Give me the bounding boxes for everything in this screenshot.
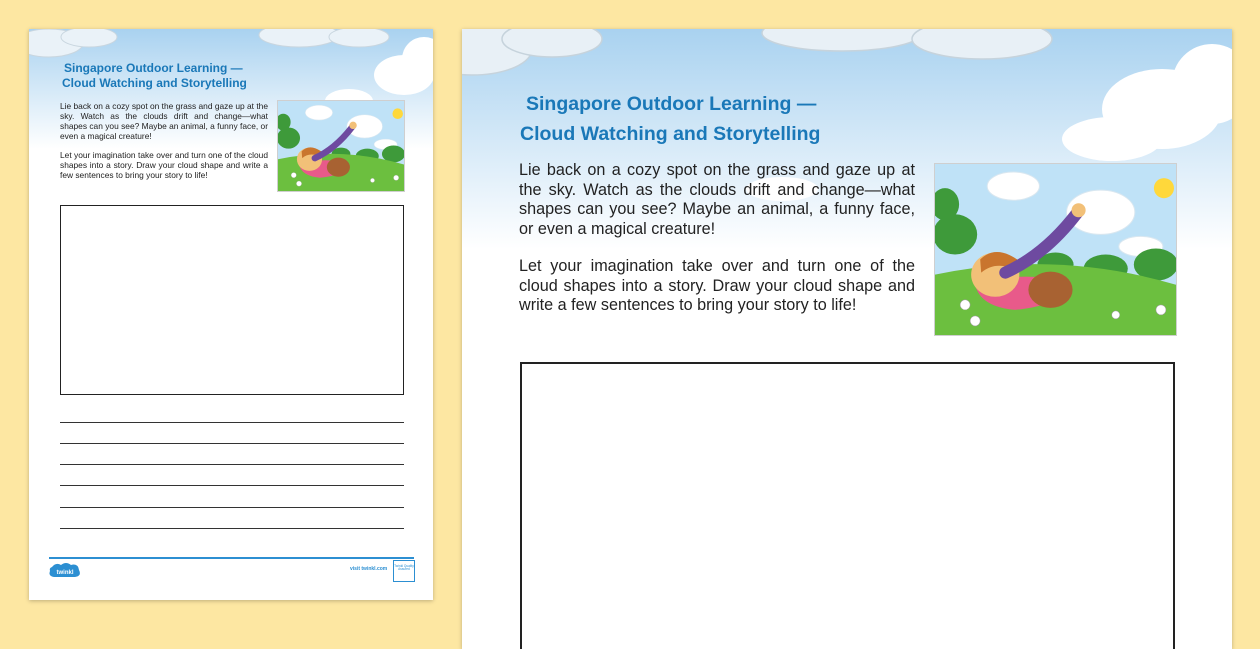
worksheet-title: Singapore Outdoor Learning — Cloud Watching and Storytelling [520,93,821,145]
instruction-paragraph-2: Let your imagination take over and turn one of the cloud shapes into a story. Draw your cloud shape and write a few sentences to bring your story to life! [60,150,268,180]
drawing-box[interactable] [520,362,1175,649]
twinkl-logo[interactable] [48,561,82,579]
writing-line[interactable] [60,485,404,486]
cloud-watching-illustration [934,163,1177,336]
writing-line[interactable] [60,464,404,465]
logo-text: twinkl [56,570,74,576]
worksheet-page-zoom[interactable] [462,29,1232,649]
drawing-box[interactable] [60,205,404,395]
writing-line[interactable] [60,528,404,529]
cloud-watching-illustration [277,100,405,192]
footer-divider [49,557,414,559]
writing-line[interactable] [60,422,404,423]
writing-line[interactable] [60,443,404,444]
instruction-paragraph-2: Let your imagination take over and turn one of the cloud shapes into a story. Draw your cloud shape and write a few sentences to bring your story to life! [519,257,915,314]
worksheet-instructions [60,101,268,180]
writing-line[interactable] [60,507,404,508]
quality-assured-badge: Twinkl Quality Assured [393,560,415,582]
instruction-paragraph-1: Lie back on a cozy spot on the grass and gaze up at the sky. Watch as the clouds drift and change—what shapes can you see? Maybe an animal, a funny face, or even a magical creature! [519,161,915,238]
worksheet-instructions [519,161,915,316]
footer-url-link[interactable]: visit twinkl.com [350,566,388,572]
instruction-paragraph-1: Lie back on a cozy spot on the grass and gaze up at the sky. Watch as the clouds drift and change—what shapes can you see? Maybe an animal, a funny face, or even a magical creature! [60,101,268,141]
worksheet-title: Singapore Outdoor Learning — Cloud Watching and Storytelling [62,61,247,90]
worksheet-page-preview[interactable] [29,29,433,600]
